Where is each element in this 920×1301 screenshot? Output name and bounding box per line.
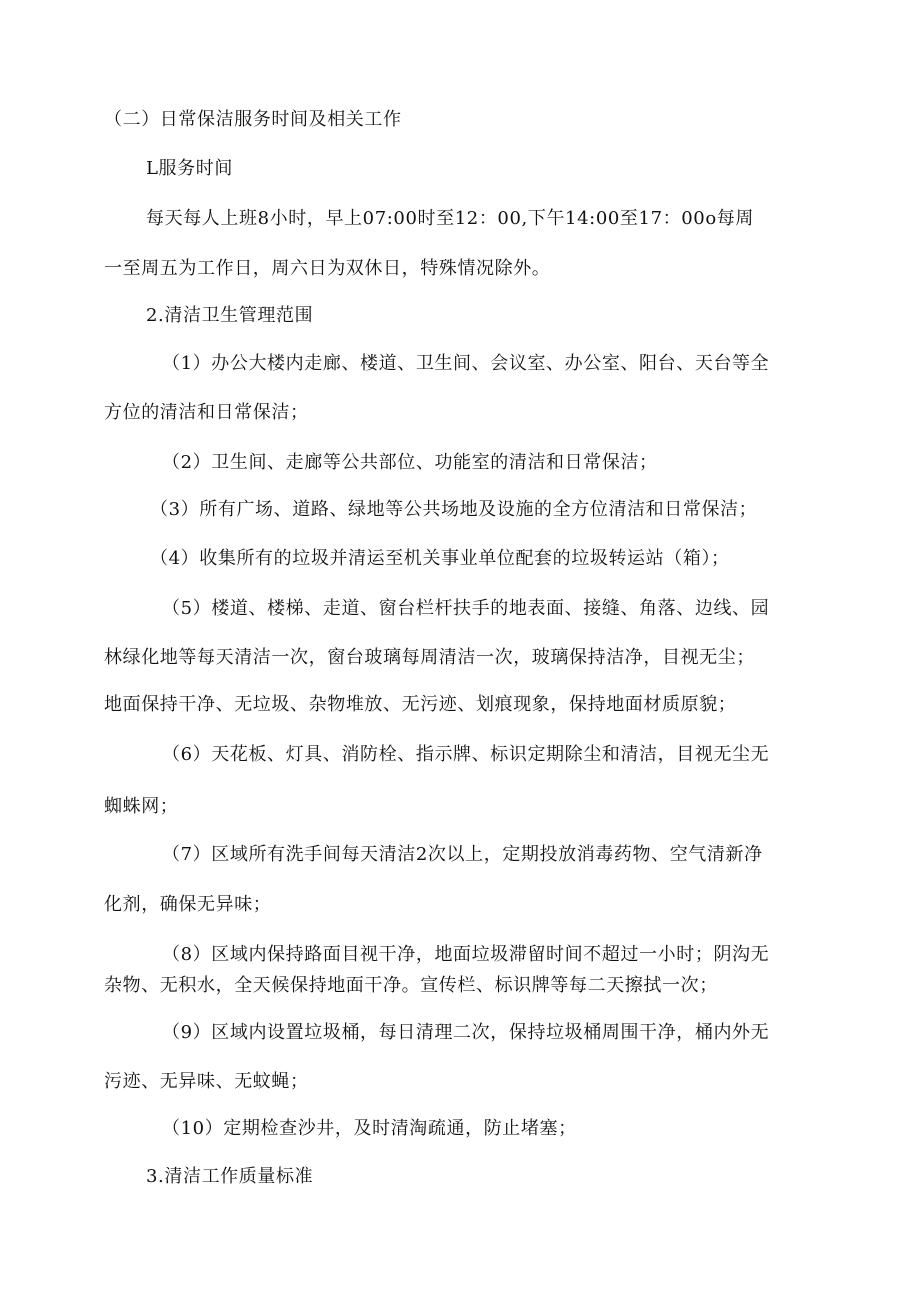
scope-item-4: （4）收集所有的垃圾并清运至机关事业单位配套的垃圾转运站（箱）；: [150, 548, 730, 569]
scope-item-5-line3: 地面保持干净、无垃圾、杂物堆放、无污迹、划痕现象，保持地面材质原貌；: [104, 694, 737, 715]
scope-item-3: （3）所有广场、道路、绿地等公共场地及设施的全方位清洁和日常保洁；: [150, 499, 758, 520]
scope-item-8-line2: 杂物、无积水，全天候保持地面干净。宣传栏、标识牌等每二天擦拭一次；: [104, 975, 718, 996]
subsection-title-service-time: L服务时间: [146, 158, 233, 179]
scope-item-1-line2: 方位的清洁和日常保洁；: [104, 402, 309, 423]
scope-item-2: （2）卫生间、走廊等公共部位、功能室的清洁和日常保洁；: [162, 452, 658, 473]
service-time-paragraph-line2: 一至周五为工作日，周六日为双休日，特殊情况除外。: [104, 258, 551, 279]
scope-item-6-line1: （6）天花板、灯具、消防栓、指示牌、标识定期除尘和清洁，目视无尘无: [162, 744, 770, 765]
section-heading: （二）日常保洁服务时间及相关工作: [104, 109, 402, 130]
scope-item-9-line1: （9）区域内设置垃圾桶，每日清理二次，保持垃圾桶周围干净，桶内外无: [162, 1022, 770, 1043]
scope-item-1-line1: （1）办公大楼内走廊、楼道、卫生间、会议室、办公室、阳台、天台等全: [162, 353, 770, 374]
service-time-paragraph-line1: 每天每人上班8小时，早上07:00时至12：00,下午14:00至17：00o每周: [146, 208, 754, 229]
scope-item-7-line2: 化剂，确保无异味；: [104, 894, 272, 915]
scope-item-6-line2: 蜘蛛网；: [104, 796, 179, 817]
scope-item-10: （10）定期检查沙井，及时清淘疏通，防止堵塞；: [162, 1118, 577, 1139]
scope-item-7-line1: （7）区域所有洗手间每天清洁2次以上，定期投放消毒药物、空气清新净: [162, 844, 763, 865]
scope-item-5-line2: 林绿化地等每天清洁一次，窗台玻璃每周清洁一次，玻璃保持洁净，目视无尘；: [104, 647, 755, 668]
scope-item-9-line2: 污迹、无异味、无蚊蝇；: [104, 1071, 309, 1092]
scope-item-8-line1: （8）区域内保持路面目视干净，地面垃圾滞留时间不超过一小时；阴沟无: [162, 944, 770, 965]
subsection-title-quality: 3.清洁工作质量标准: [146, 1166, 314, 1187]
scope-item-5-line1: （5）楼道、楼梯、走道、窗台栏杆扶手的地表面、接缝、角落、边线、园: [162, 598, 770, 619]
subsection-title-scope: 2.清洁卫生管理范围: [146, 305, 314, 326]
